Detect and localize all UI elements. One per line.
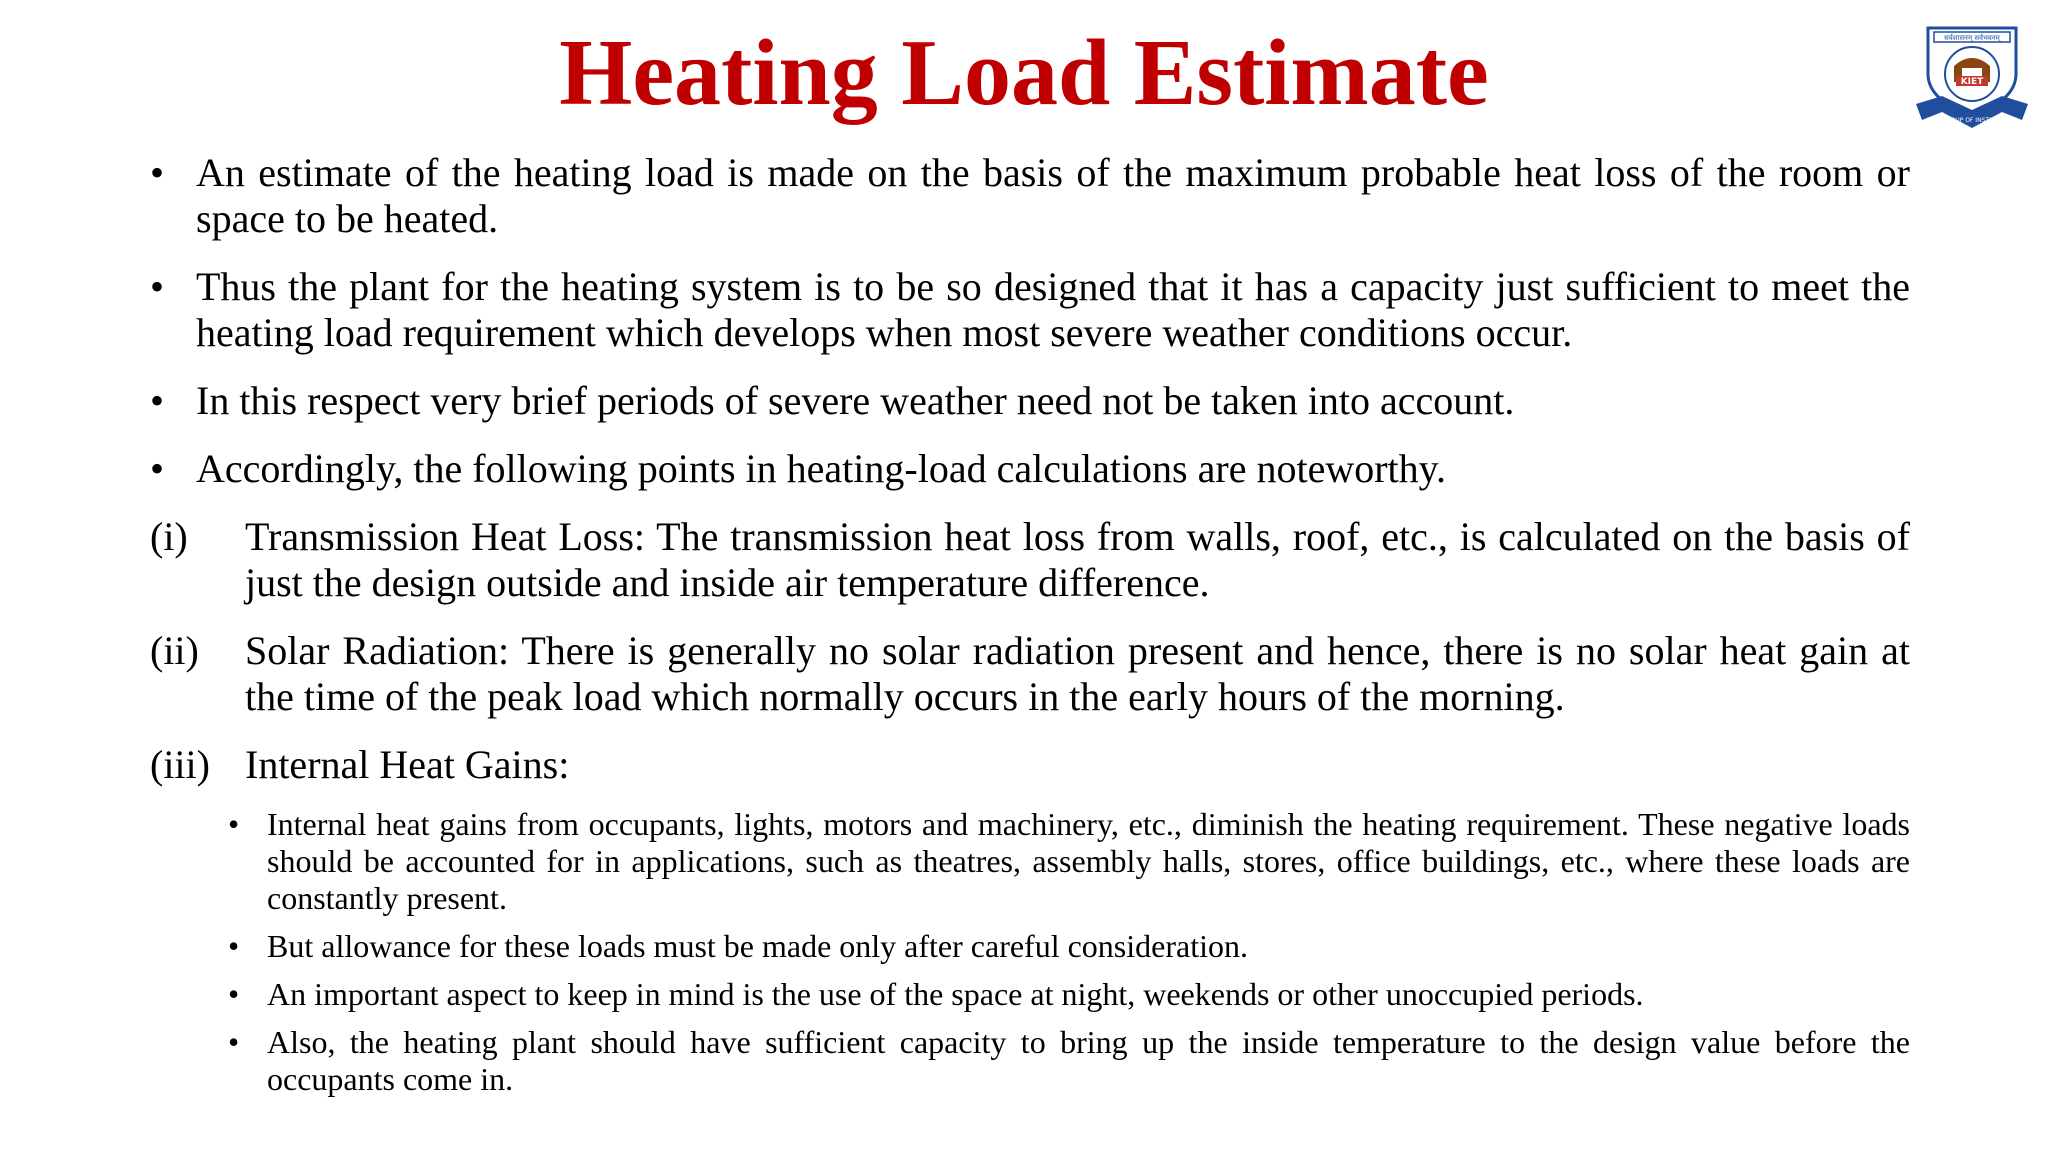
numbered-item bbox=[150, 628, 1910, 720]
item-number: (i) bbox=[150, 514, 188, 559]
sub-bullet-text: But allowance for these loads must be made only after careful consideration. bbox=[267, 928, 1248, 964]
bullet-symbol: • bbox=[228, 1024, 240, 1060]
bullet-symbol: • bbox=[228, 928, 240, 964]
bullet-symbol: • bbox=[228, 976, 240, 1012]
svg-text:KIET: KIET bbox=[1960, 77, 1984, 87]
sub-bullet-item bbox=[228, 928, 1910, 965]
bullet-text: An estimate of the heating load is made on the basis of the maximum probable heat loss of the room or space to be heated. bbox=[196, 150, 1910, 241]
bullet-symbol: • bbox=[228, 806, 240, 842]
bullet-item bbox=[150, 446, 1910, 492]
bullet-item bbox=[150, 264, 1910, 356]
item-text: Transmission Heat Loss: The transmission heat loss from walls, roof, etc., is calculated on the basis of just the design outside and inside air temperature difference. bbox=[245, 514, 1910, 605]
bullet-text: In this respect very brief periods of severe weather need not be taken into account. bbox=[196, 378, 1515, 423]
sub-bullet-item bbox=[228, 806, 1910, 917]
bullet-symbol: • bbox=[150, 150, 165, 195]
item-number: (ii) bbox=[150, 628, 199, 673]
bullet-text: Accordingly, the following points in heating-load calculations are noteworthy. bbox=[196, 446, 1447, 491]
sub-bullet-item bbox=[228, 1024, 1910, 1098]
svg-text:KIET GROUP OF INSTITUTIONS: KIET GROUP OF INSTITUTIONS bbox=[1926, 117, 2018, 124]
sub-bullet-list bbox=[228, 806, 1910, 1098]
bullet-item bbox=[150, 150, 1910, 242]
numbered-item bbox=[150, 514, 1910, 606]
slide-content bbox=[150, 150, 1910, 1109]
bullet-item bbox=[150, 378, 1910, 424]
bullet-text: Thus the plant for the heating system is to be so designed that it has a capacity just sufficient to meet the heating load requirement which develops when most severe weather conditions occur. bbox=[196, 264, 1910, 355]
bullet-symbol: • bbox=[150, 446, 165, 491]
sub-bullet-item bbox=[228, 976, 1910, 1013]
item-number: (iii) bbox=[150, 742, 210, 787]
item-text: Internal Heat Gains: bbox=[245, 742, 570, 787]
item-text: Solar Radiation: There is generally no solar radiation present and hence, there is no solar heat gain at the time of the peak load which normally occurs in the early hours of the morning. bbox=[245, 628, 1910, 719]
sub-bullet-text: Also, the heating plant should have sufficient capacity to bring up the inside temperature to the design value before the occupants come in. bbox=[267, 1024, 1910, 1097]
bullet-symbol: • bbox=[150, 378, 165, 423]
bullet-symbol: • bbox=[150, 264, 165, 309]
svg-text:सर्वशासनम् सर्वभवनम्: सर्वशासनम् सर्वभवनम् bbox=[1944, 34, 2000, 42]
sub-bullet-text: Internal heat gains from occupants, lights, motors and machinery, etc., diminish the heating requirement. These negative loads should be accounted for in applications, such as theatres, assembly halls, stores, office buildings, etc., where these loads are constantly present. bbox=[267, 806, 1910, 916]
page-title: Heating Load Estimate bbox=[559, 21, 1489, 125]
kiet-logo-icon bbox=[1912, 24, 2032, 134]
sub-bullet-text: An important aspect to keep in mind is the use of the space at night, weekends or other unoccupied periods. bbox=[267, 976, 1644, 1012]
numbered-item bbox=[150, 742, 1910, 788]
